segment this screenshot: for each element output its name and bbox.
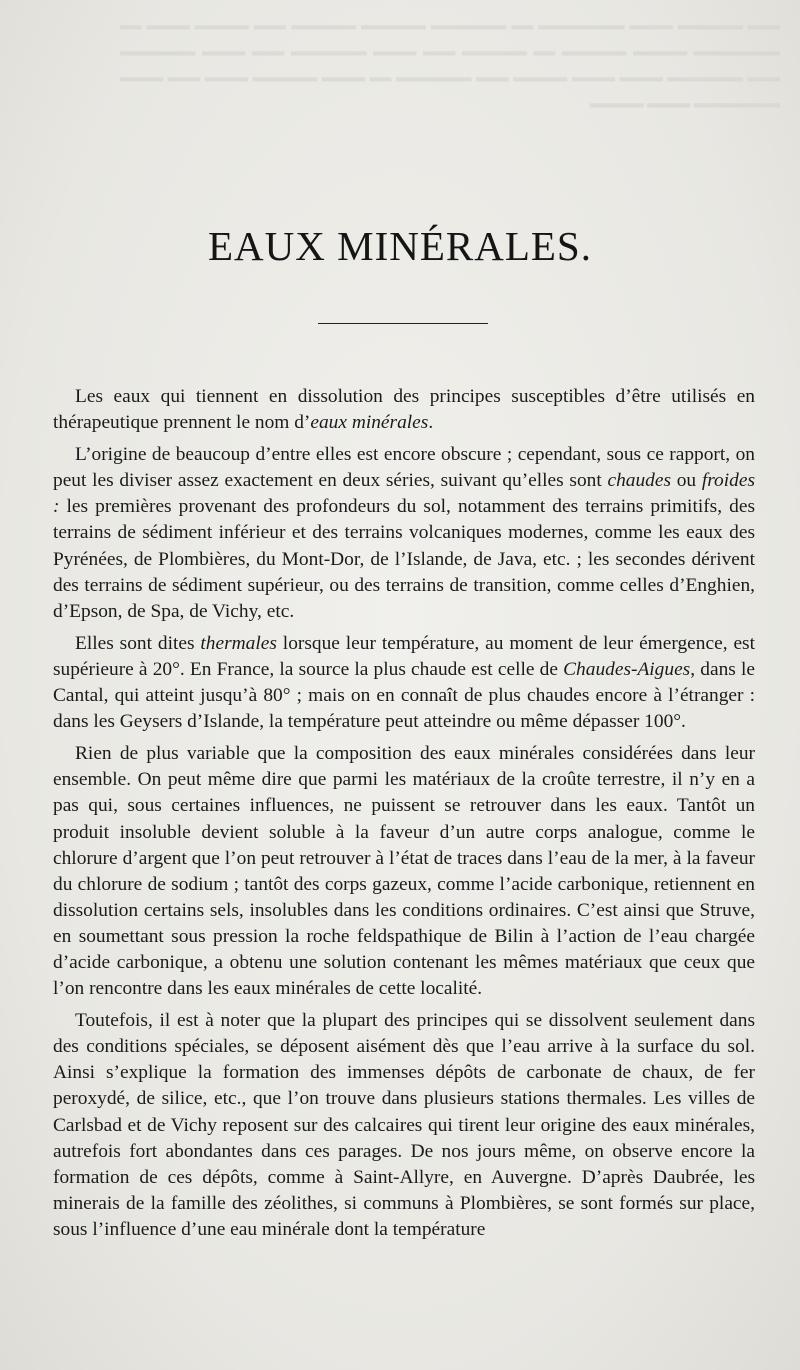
- paragraph: [53, 384, 755, 436]
- text-run: les premières provenant des profondeurs du sol, notamment des terrains primitifs, des terrains de sédiment inférieur et des terrains volcaniques modernes, comme les eaux des Pyrénées, de Plombières, du Mont-Dor, de l’Islande, de Java, etc. ; les secondes dérivent des terrains de sédiment supérieur, ou des terrains de transition, comme celles d’Enghien, d’Epson, de Spa, de Vichy, etc.: [53, 496, 755, 622]
- text-run: L’origine de beaucoup d’entre elles est encore obscure ; cependant, sous ce rapport, on peut les diviser assez exactement en deux séries, suivant qu’elles sont: [53, 444, 755, 492]
- italic-run: chaudes: [607, 470, 672, 492]
- italic-run: Chaudes-Aigues: [563, 658, 691, 680]
- italic-run: eaux minérales: [310, 412, 429, 434]
- page-title: EAUX MINÉRALES.: [208, 223, 592, 269]
- italic-run: froides :: [53, 470, 755, 518]
- body-text: [53, 384, 755, 1249]
- text-run: .: [428, 412, 434, 434]
- reverse-side-bleed-through: ▂▂▂ ▂▂▂▂▂▂ ▂▂▂▂ ▂▂▂▂▂▂▂▂ ▂▂ ▂▂▂▂▂▂▂ ▂▂▂▂▂▂ ▂▂▂▂▂▂ ▂▂▂ ▂▂▂▂▂ ▂▂▂▂ ▂▂ ▂▂▂▂▂▂▂▂ ▂▂▂▂▂ ▂▂▂▂▂▂ ▂▂ ▂▂▂▂▂▂ ▂▂▂ ▂▂▂▂ ▂▂▂▂▂▂▂ ▂▂▂ ▂▂▂▂ ▂▂▂▂▂▂▂ ▂▂▂ ▂▂▂▂▂▂▂ ▂▂▂▂ ▂▂▂▂ ▂▂▂▂▂ ▂▂▂ ▂▂▂▂▂▂▂ ▂▂ ▂▂▂▂ ▂▂▂▂▂▂ ▂▂▂▂ ▂▂▂ ▂▂▂▂ ▂▂▂▂▂▂▂▂ ▂▂▂▂ ▂▂▂▂▂: [120, 15, 780, 108]
- text-run: Rien de plus variable que la composition des eaux minérales considérées dans leur ensemble. On peut même dire que parmi les matériaux de la croûte terrestre, il n’y en a pas qui, sous certaines influences, ne puissent se retrouver dans les eaux. Tantôt un produit insoluble devient soluble à la faveur d’un autre corps analogue, comme le chlorure d’argent que l’on peut retrouver à l’état de traces dans l’eau de la mer, à la faveur du chlorure de sodium ; tantôt des corps gazeux, comme l’acide carbonique, retiennent en dissolution certains sels, insolubles dans les conditions ordinaires. C’est ainsi que Struve, en soumettant sous pression la roche feldspathique de Bilin à l’action de l’eau chargée d’acide carbonique, a obtenu une solution contenant les mêmes matériaux que ceux que l’on rencontre dans les eaux minérales de cette localité.: [53, 743, 755, 1000]
- paragraph: [53, 631, 755, 735]
- text-run: , dans le Cantal, qui atteint jusqu’à 80° ; mais on en connaît de plus chaudes encore à l’étranger : dans les Geysers d’Islande, la température peut atteindre ou même dépasser 100°.: [53, 658, 755, 733]
- text-run: Toutefois, il est à noter que la plupart des principes qui se dissolvent seulement dans des conditions spéciales, se déposent aisément dès que l’eau arrive à la surface du sol. Ainsi s’explique la formation des immenses dépôts de carbonate de chaux, de fer peroxydé, de silice, etc., que l’on trouve dans plusieurs stations thermales. Les villes de Carlsbad et de Vichy reposent sur des calcaires qui tirent leur origine des eaux minérales, autrefois fort abondantes dans ces parages. De nos jours même, on observe encore la formation de ces dépôts, comme à Saint-Allyre, en Auvergne. D’après Daubrée, les minerais de la famille des zéolithes, si communs à Plombières, se sont formés sur place, sous l’influence d’une eau minérale dont la température: [53, 1010, 755, 1240]
- title-divider: [318, 323, 488, 324]
- paragraph: [53, 1008, 755, 1243]
- paragraph: [53, 741, 755, 1002]
- text-run: Les eaux qui tiennent en dissolution des principes susceptibles d’être utilisés en thérapeutique prennent le nom d’: [53, 386, 755, 434]
- text-run: ou: [671, 470, 702, 492]
- paragraph: [53, 442, 755, 625]
- text-run: lorsque leur température, au moment de leur émergence, est supérieure à 20°. En France, la source la plus chaude est celle de: [53, 632, 755, 680]
- italic-run: thermales: [200, 632, 277, 654]
- text-run: Elles sont dites: [75, 632, 201, 654]
